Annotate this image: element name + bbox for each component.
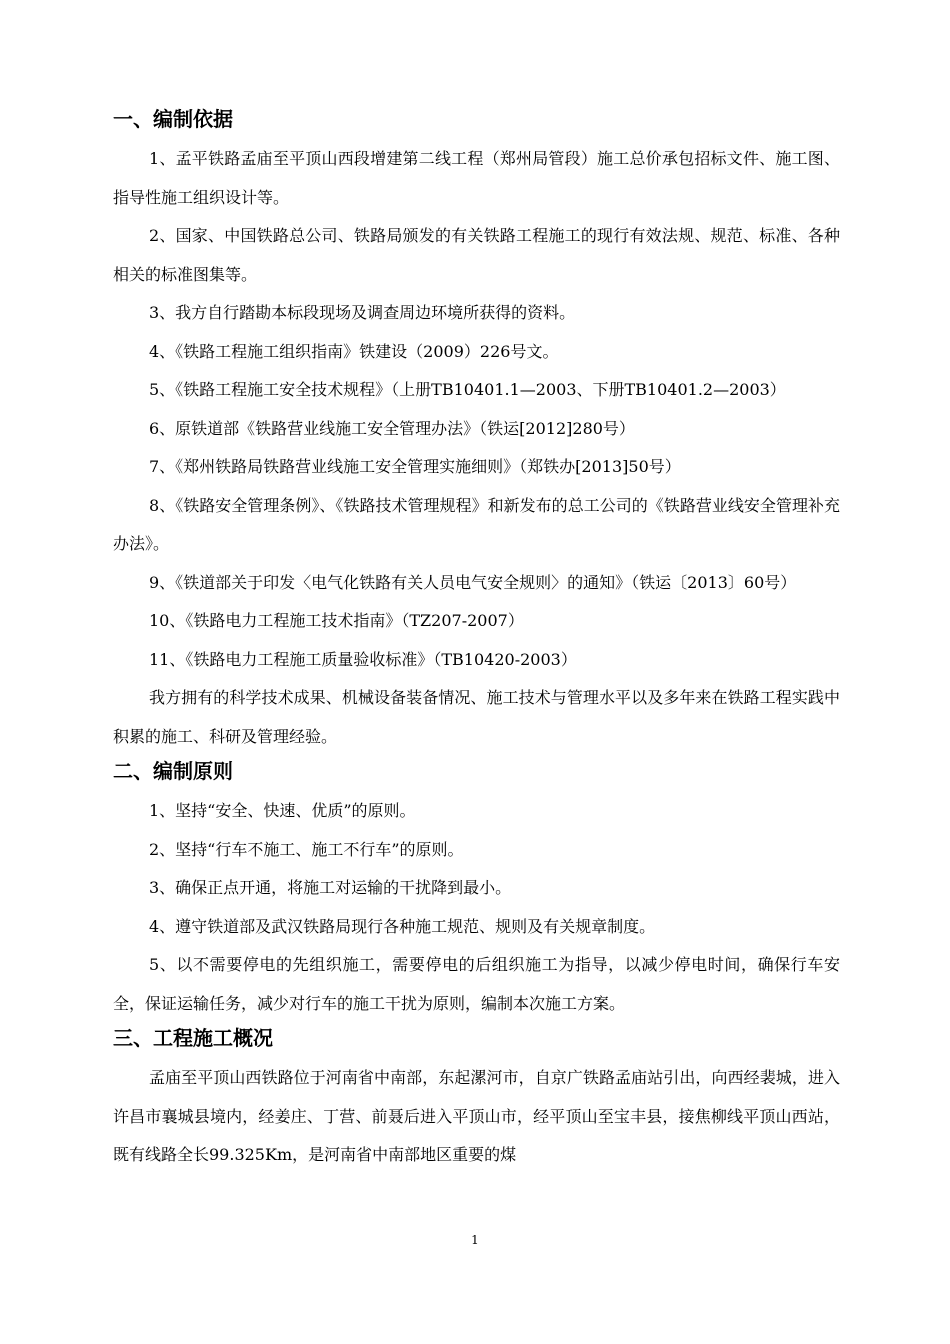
section-heading: 一、编制依据: [113, 107, 233, 131]
section-heading: 二、编制原则: [113, 759, 233, 783]
paragraph: 6、原铁道部《铁路营业线施工安全管理办法》（铁运[2012]280号）: [149, 418, 635, 438]
paragraph: 2、坚持“行车不施工、施工不行车”的原则。: [149, 839, 464, 859]
paragraph: 5、《铁路工程施工安全技术规程》（上册TB10401.1—2003、下册TB10401.2—2003）: [149, 380, 786, 399]
paragraph: 9、《铁道部关于印发〈电气化铁路有关人员电气安全规则〉的通知》（铁运〔2013〕60号）: [149, 572, 797, 592]
section-overview: [113, 1023, 840, 1175]
paragraph: 8、《铁路安全管理条例》、《铁路技术管理规程》和新发布的总工公司的《铁路营业线安全管理补充办法》。: [113, 495, 840, 553]
paragraph: 4、《铁路工程施工组织指南》铁建设（2009）226号文。: [149, 341, 559, 361]
section-principles: [113, 756, 840, 1023]
paragraph: 11、《铁路电力工程施工质量验收标准》（TB10420-2003）: [149, 649, 577, 669]
paragraph: 孟庙至平顶山西铁路位于河南省中南部，东起漯河市，自京广铁路孟庙站引出，向西经裴城，进入许昌市襄城县境内，经姜庄、丁营、前聂后进入平顶山市，经平顶山至宝丰县，接焦柳线平顶山西站，既有线路全长99.325Km，是河南省中南部地区重要的煤: [113, 1068, 840, 1164]
section-heading: 三、工程施工概况: [113, 1026, 273, 1050]
page-number: 1: [471, 1233, 479, 1247]
paragraph: 10、《铁路电力工程施工技术指南》（TZ207-2007）: [149, 611, 524, 630]
paragraph: 7、《郑州铁路局铁路营业线施工安全管理实施细则》（郑铁办[2013]50号）: [149, 457, 681, 476]
paragraph: 1、坚持“安全、快速、优质”的原则。: [149, 801, 416, 820]
paragraph: 我方拥有的科学技术成果、机械设备装备情况、施工技术与管理水平以及多年来在铁路工程实践中积累的施工、科研及管理经验。: [113, 688, 840, 746]
paragraph: 4、遵守铁道部及武汉铁路局现行各种施工规范、规则及有关规章制度。: [149, 916, 656, 936]
paragraph: 5、以不需要停电的先组织施工，需要停电的后组织施工为指导，以减少停电时间，确保行车安全，保证运输任务，减少对行车的施工干扰为原则，编制本次施工方案。: [113, 955, 840, 1013]
document-body: [113, 104, 840, 1175]
paragraph: 2、国家、中国铁路总公司、铁路局颁发的有关铁路工程施工的现行有效法规、规范、标准、各种相关的标准图集等。: [113, 226, 840, 284]
section-basis: [113, 104, 840, 756]
paragraph: 3、确保正点开通，将施工对运输的干扰降到最小。: [149, 878, 512, 897]
paragraph: 3、我方自行踏勘本标段现场及调查周边环境所获得的资料。: [149, 303, 576, 322]
paragraph: 1、孟平铁路孟庙至平顶山西段增建第二线工程（郑州局管段）施工总价承包招标文件、施工图、指导性施工组织设计等。: [113, 149, 840, 207]
